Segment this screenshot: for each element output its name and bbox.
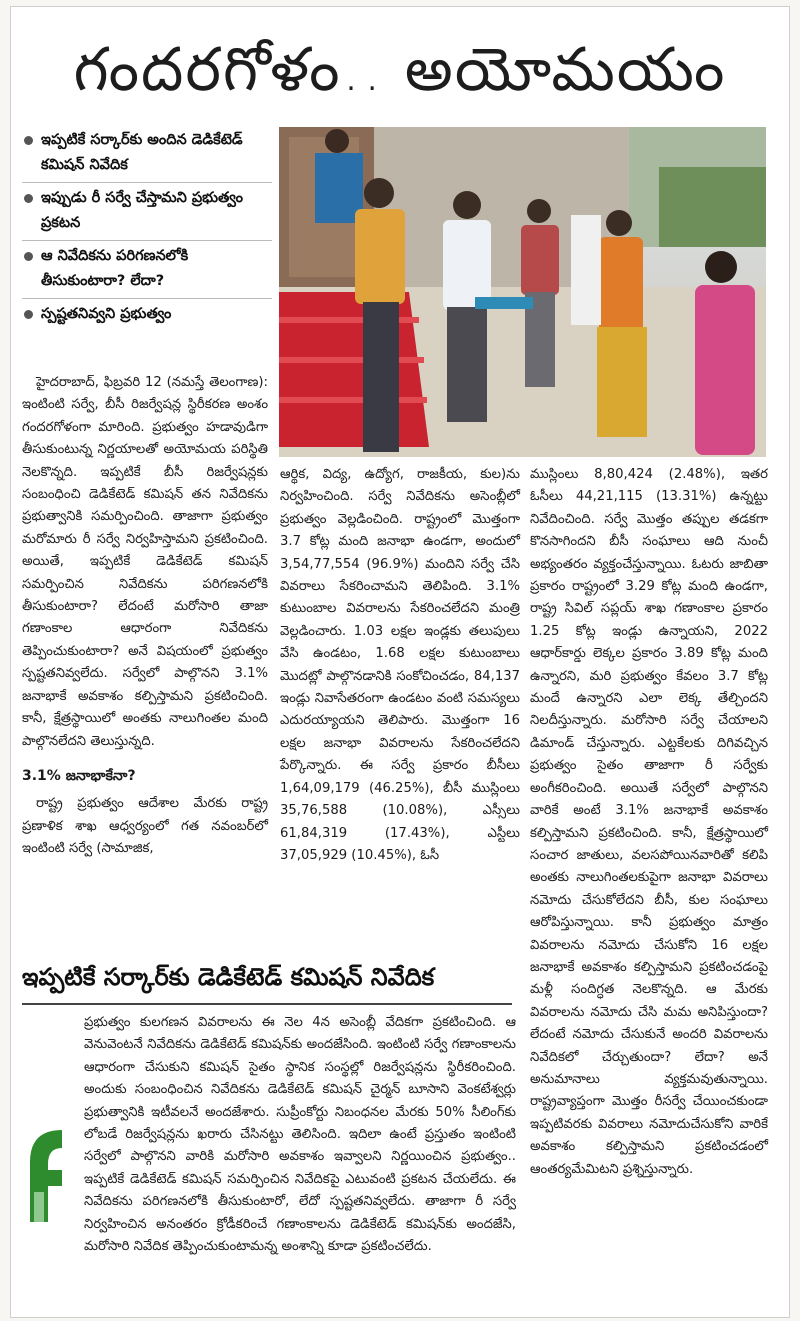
bullet-item [22, 183, 272, 241]
page-title: గందరగోళం.. అయోమయం [73, 35, 727, 105]
article-paragraph: హైదరాబాద్, ఫిబ్రవరి 12 (నమస్తే తెలంగాణ): ఇంటింటి సర్వే, బీసీ రిజర్వేషన్ల స్థిరీకరణ అంశం గందరగోళంగా మారింది. ప్రభుత్వం హడావుడిగా తీసుకుంటున్న నిర్ణయాలతో అయోమయ పరిస్థితి నెలకొన్నది. ఇప్పటికే బీసీ రిజర్వేషన్లకు సంబంధించి డెడికేటెడ్ కమిషన్ తన నివేదికను ప్రభుత్వానికి సమర్పించింది. తాజాగా ప్రభుత్వం మరోమారు రీ సర్వే నిర్వహిస్తామని ప్రకటించింది. అయితే, ఇప్పటికే డెడికేటెడ్ కమిషన్ సమర్పించిన నివేదికను పరిగణనలోకి తీసుకుంటారా? లేదంటే మరోసారి తాజా గణాంకాల ఆధారంగా నివేదికను తెప్పించుకుంటారా? అనే విషయంలో ప్రభుత్వం స్పష్టతనివ్వలేదు. సర్వేలో పాల్గొనని 3.1% జనాభాకే అవకాశం కల్పిస్తామని ప్రకటించింది. కానీ, క్షేత్రస్థాయిలో అంతకు నాలుగింతల మంది పాల్గొనలేదని తెలుస్తున్నది. [22, 375, 268, 749]
bullet-dot-icon [24, 310, 33, 319]
article-column-3 [530, 464, 768, 1181]
article-paragraph: ఆర్థిక, విద్య, ఉద్యోగ, రాజకీయ, కుల)ను నిర్వహించింది. సర్వే నివేదికను అసెంబ్లీలో ప్రభుత్వం వెల్లడించింది. రాష్ట్రంలో మొత్తంగా 3.7 కోట్ల మంది జనాభా ఉండగా, అందులో 3,54,77,554 (96.9%) మందిని సర్వే చేసి వివరాలు సేకరించామని తెలిపింది. 3.1% కుటుంబాల వివరాలను సేకరించలేదని మంత్రి వెల్లడించారు. 1.03 లక్షల ఇండ్లకు తలుపులు వేసి ఉండటం, 1.68 లక్షల కుటుంబాలు మొదట్లో పాల్గొనడానికి సంకోచించడం, 84,137 ఇండ్లు నివాసేతరంగా ఉండటం వంటి సమస్యలు ఎదురయ్యాయని తెలిపారు. మొత్తంగా 16 లక్షల జనాభా వివరాలను సేకరించలేదని పేర్కొన్నారు. ఈ సర్వే ప్రకారం బీసీలు 1,64,09,179 (46.25%), బీసీ ముస్లింలు 35,76,588 (10.08%), ఎస్సీలు 61,84,319 (17.43%), ఎస్టీలు 37,05,929 (10.45%), ఓసీ [280, 467, 520, 863]
article-column-bottom [84, 1012, 516, 1258]
bullet-dot-icon [24, 136, 33, 145]
bullet-item [22, 299, 272, 331]
article-paragraph: ముస్లింలు 8,80,424 (2.48%), ఇతర ఓసీలు 44,21,115 (13.31%) ఉన్నట్టు నివేదించింది. సర్వే మొత్తం తప్పుల తడకగా కొనసాగిందని బీసీ సంఘాలు ఆది నుంచీ అభ్యంతరం వ్యక్తంచేస్తున్నాయి. ఓటరు జాబితా ప్రకారం రాష్ట్రంలో 3.29 కోట్ల మంది ఉండగా, రాష్ట్ర సివిల్ సప్లయ్ శాఖ గణాంకాల ప్రకారం 1.25 కోట్ల ఇండ్లు ఉన్నాయని, 2022 ఆధార్‌కార్డు లెక్కల ప్రకారం 3.89 కోట్ల మంది ఉన్నారని, మరి ప్రభుత్వం కేవలం 3.7 కోట్ల మందే ఉన్నారని ఎలా లెక్క తేల్చిందని నిలదీస్తున్నారు. మరోసారి సర్వే చేయాలని డిమాండ్ చేస్తున్నారు. ఎట్టకేలకు దిగివచ్చిన ప్రభుత్వం సైతం తాజాగా రీ సర్వేకు అంగీకరించింది. అయితే సర్వేలో పాల్గొనని వారికే అంటే 3.1% జనాభాకే అవకాశం కల్పిస్తామని ప్రకటించింది. కానీ, క్షేత్రస్థాయిలో సంచార జాతులు, వలసపోయినవారితో కలిపి అంతకు నాలుగింతలకుపైగా జనాభా వివరాలు నమోదు చేసుకోలేదని బీసీ, కుల సంఘాలు ఆరోపిస్తున్నాయి. కానీ ప్రభుత్వం మాత్రం వివరాలను నమోదు చేసుకోని 16 లక్షల జనాభాకే అవకాశం కల్పిస్తామని ప్రకటించడంపై మళ్లీ సందిగ్ధత నెలకొన్నది. ఆ మేరకు వివరాలను నమోదు చేసి మమ అనిపిస్తుందా? లేదంటే నమోదు చేసుకునే అందరి వివరాలను నివేదికలో చేర్చుతుందా? లేదా? అనే అనుమానాలు వ్యక్తమవుతున్నాయి. రాష్ట్రవ్యాప్తంగా మొత్తం రీసర్వే చేయించకుండా ఇప్పటివరకు వివరాలు నమోదుచేసుకోని వారికే అవకాశం కల్పిస్తామని ప్రకటించడంలో ఆంతర్యమేమిటని ప్రశ్నిస్తున్నారు. [530, 467, 768, 1177]
bullet-item [22, 241, 272, 299]
bullet-text: ఆ నివేదికను పరిగణనలోకి తీసుకుంటారా? లేదా? [41, 248, 189, 289]
highlight-bullets [22, 125, 272, 331]
bullet-dot-icon [24, 252, 33, 261]
bullet-text: ఇప్పటికే సర్కార్‌కు అందిన డెడికేటెడ్ కమిషన్ నివేదిక [41, 132, 243, 173]
article-subheading: 3.1% జనాభాకేనా? [22, 767, 136, 784]
publication-logo-icon [20, 1122, 68, 1222]
bullet-dot-icon [24, 194, 33, 203]
news-photo [279, 127, 766, 457]
heading-divider [22, 1003, 512, 1005]
bullet-text: ఇప్పుడు రీ సర్వే చేస్తామని ప్రభుత్వం ప్రకటన [41, 190, 243, 231]
bullet-item [22, 125, 272, 183]
article-column-2 [280, 464, 520, 867]
section-heading: ఇప్పటికే సర్కార్‌కు డెడికేటెడ్ కమిషన్ నివేదిక [22, 963, 435, 991]
article-paragraph: ప్రభుత్వం కులగణన వివరాలను ఈ నెల 4న అసెంబ్లీ వేదికగా ప్రకటించింది. ఆ వెనువెంటనే నివేదికను డెడికేటెడ్ కమిషన్‌కు అందజేసింది. ఇంటింటి సర్వే గణాంకాలను ఆధారంగా చేసుకుని కమిషన్ సైతం స్థానిక సంస్థల్లో రిజర్వేషన్లను స్థిరీకరించింది. అందుకు సంబంధించిన నివేదికను డెడికేటెడ్ కమిషన్ చైర్మన్ బూసాని వెంకటేశ్వర్లు ప్రభుత్వానికి ఇటీవలనే అందజేశారు. సుప్రీంకోర్టు నిబంధనల మేరకు 50% సీలింగ్‌కు లోబడే రిజర్వేషన్లను ఖరారు చేసినట్టు తెలిసింది. ఇదిలా ఉంటే ప్రస్తుతం ఇంటింటి సర్వేలో పాల్గొనని వారికి మరోసారి అవకాశం ఇవ్వాలని నిర్ణయించిన ప్రభుత్వం.. ఇప్పటికే డెడికేటెడ్ కమిషన్ సమర్పించిన నివేదికపై ఎటువంటి ప్రకటన చేయలేదు. ఈ నివేదికను పరిగణనలోకి తీసుకుంటారో, లేదో స్పష్టతనివ్వలేదు. తాజాగా రీ సర్వే నిర్వహించిన అనంతరం క్రోడీకరించే గణాంకాలను డెడికేటెడ్ కమిషన్‌కు అందజేసి, మరోసారి నివేదిక తెప్పించుకుంటామన్న అంశాన్ని కూడా ప్రకటించలేదు. [84, 1015, 516, 1255]
bullet-text: స్పష్టతనివ్వని ప్రభుత్వం [41, 306, 172, 322]
article-column-1 [22, 372, 268, 861]
article-paragraph: రాష్ట్ర ప్రభుత్వం ఆదేశాల మేరకు రాష్ట్ర ప్రణాళిక శాఖ ఆధ్వర్యంలో గత నవంబర్‌లో ఇంటింటి సర్వే (సామాజిక, [22, 796, 268, 857]
